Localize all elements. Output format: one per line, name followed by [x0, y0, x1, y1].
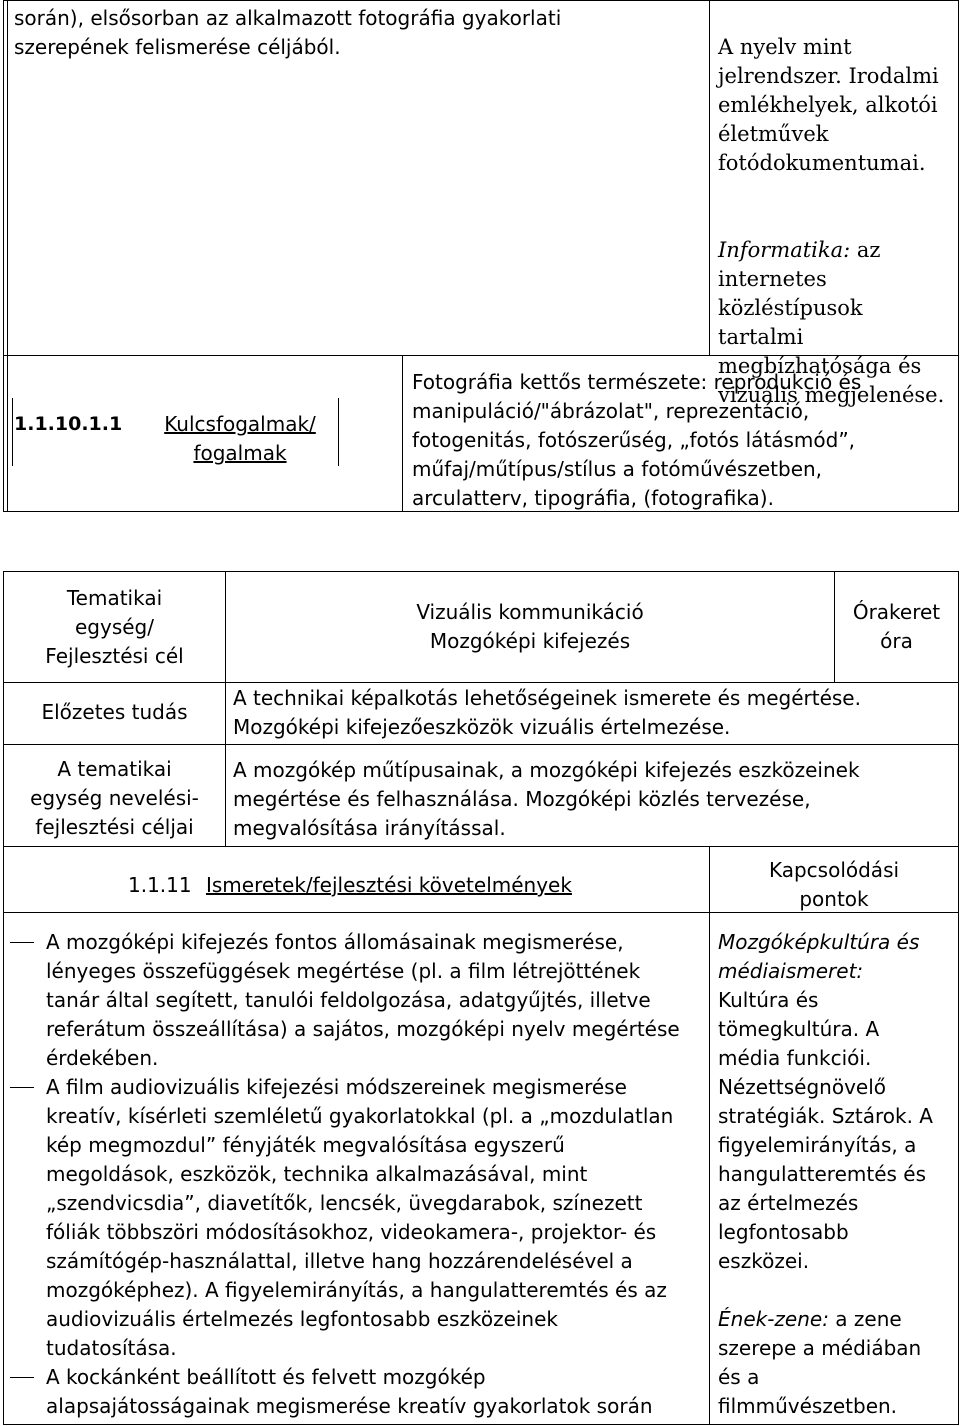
connections-text	[718, 928, 956, 1421]
connection-music	[718, 1305, 956, 1421]
top-table-border-left-inner	[7, 0, 8, 512]
prev-row-left-text: során), elsősorban az alkalmazott fotográfia gyakorlati szerepének felismerése céljából.	[14, 6, 562, 59]
top-table-border-top	[3, 0, 959, 1]
top-table-border-right	[958, 0, 959, 512]
prev-right-para-1: A nyelv mint jelrendszer. Irodalmi emlékhelyek, alkotói életművek fotódokumentumai.	[718, 35, 939, 175]
prior-knowledge-label: Előzetes tudás	[41, 700, 188, 724]
connection-media	[718, 928, 956, 1276]
unit-border-top	[3, 571, 959, 572]
unit-border-right	[958, 571, 959, 1425]
kulcs-label: Kulcsfogalmak/ fogalmak	[164, 412, 316, 465]
goals-label: A tematikai egység nevelési- fejlesztési céljai	[30, 757, 199, 839]
section-heading	[128, 871, 708, 900]
goals-text: A mozgókép műtípusainak, a mozgóképi kifejezés eszközeinek megértése és felhasználása. Mozgóképi közlés tervezése, megvalósítása irányítással.	[233, 758, 860, 840]
requirement-item: A film audiovizuális kifejezési módszereinek megismerése kreatív, kísérleti szemléletű gyakorlatokkal (pl. a „mozdulatlan kép megmozdul” fényjáték megvalósítása egyszerű megoldások, eszközök, technika alkalmazásával, mint „szendvicsdia”, diavetítők, lencsék, üvegdarabok, színezett fóliák többszöri módosításokhoz, videokamera-, projektor- és számítógép-használattal, illetve hang hozzárendelésével a mozgóképhez). A figyelemirányítás, a hangulatteremtés és az audiovizuális értelmezés legfontosabb eszközeinek tudatosítása.	[6, 1073, 706, 1363]
kulcs-text: Fotográfia kettős természete: reprodukció és manipuláció/"ábrázolat", reprezentáció, fotogenitás, fotószerűség, „fotós látásmód”, műfaj/műtípus/stílus a fotóművészetben, arculatterv, tipográfia, (fotografika).	[412, 370, 862, 510]
unit-border-header-bottom	[3, 682, 959, 683]
unit-border-prior-bottom	[3, 744, 959, 745]
connections-label: Kapcsolódási pontok	[768, 858, 900, 911]
section-number: 1.1.11	[128, 873, 192, 897]
top-table-border-label-col	[402, 356, 403, 512]
top-table-tick-left	[12, 398, 13, 466]
section-title: Ismeretek/fejlesztési követelmények	[205, 873, 572, 897]
connection-music-text: a zene szerepe a médiában és a filmművészetben.	[718, 1307, 922, 1418]
connection-music-label: Ének-zene:	[718, 1307, 829, 1331]
unit-border-connections-col	[709, 846, 710, 1425]
hours-label: Órakeret óra	[852, 600, 941, 653]
prev-row-right-text	[718, 4, 954, 410]
prev-right-para-2: az internetes közléstípusok tartalmi megbízhatósága és vizuális megjelenése.	[718, 238, 945, 407]
unit-border-bottom	[3, 1424, 959, 1425]
top-table-border-left	[3, 0, 4, 512]
top-table-border-col	[709, 0, 710, 356]
prior-knowledge-text: A technikai képalkotás lehetőségeinek ismerete és megértése. Mozgóképi kifejezőeszközök vizuális értelmezése.	[233, 686, 861, 739]
requirement-item: A kockánként beállított és felvett mozgókép alapsajátosságainak megismerése kreatív gyakorlatok során	[6, 1363, 706, 1421]
kulcs-number: 1.1.10.1.1	[14, 413, 123, 435]
unit-left-label: Tematikai egység/ Fejlesztési cél	[45, 586, 184, 668]
requirements-list	[6, 928, 706, 1421]
informatika-label: Informatika:	[718, 238, 851, 262]
unit-border-goals-bottom	[3, 846, 959, 847]
requirement-item: A mozgóképi kifejezés fontos állomásainak megismerése, lényeges összefüggések megértése (pl. a film létrejöttének tanár által segített, tanulói feldolgozása, adatgyűjtés, illetve referátum összeállítása) a sajátos, mozgóképi nyelv megértése érdekében.	[6, 928, 706, 1073]
connection-media-label: Mozgóképkultúra és médiaismeret:	[718, 930, 920, 983]
connection-media-text: Kultúra és tömegkultúra. A média funkciói. Nézettségnövelő stratégiák. Sztárok. A figyelemirányítás, a hangulatteremtés és az értelmezés legfontosabb eszközei.	[718, 988, 933, 1273]
unit-title: Vizuális kommunikáció Mozgóképi kifejezés	[416, 600, 644, 653]
